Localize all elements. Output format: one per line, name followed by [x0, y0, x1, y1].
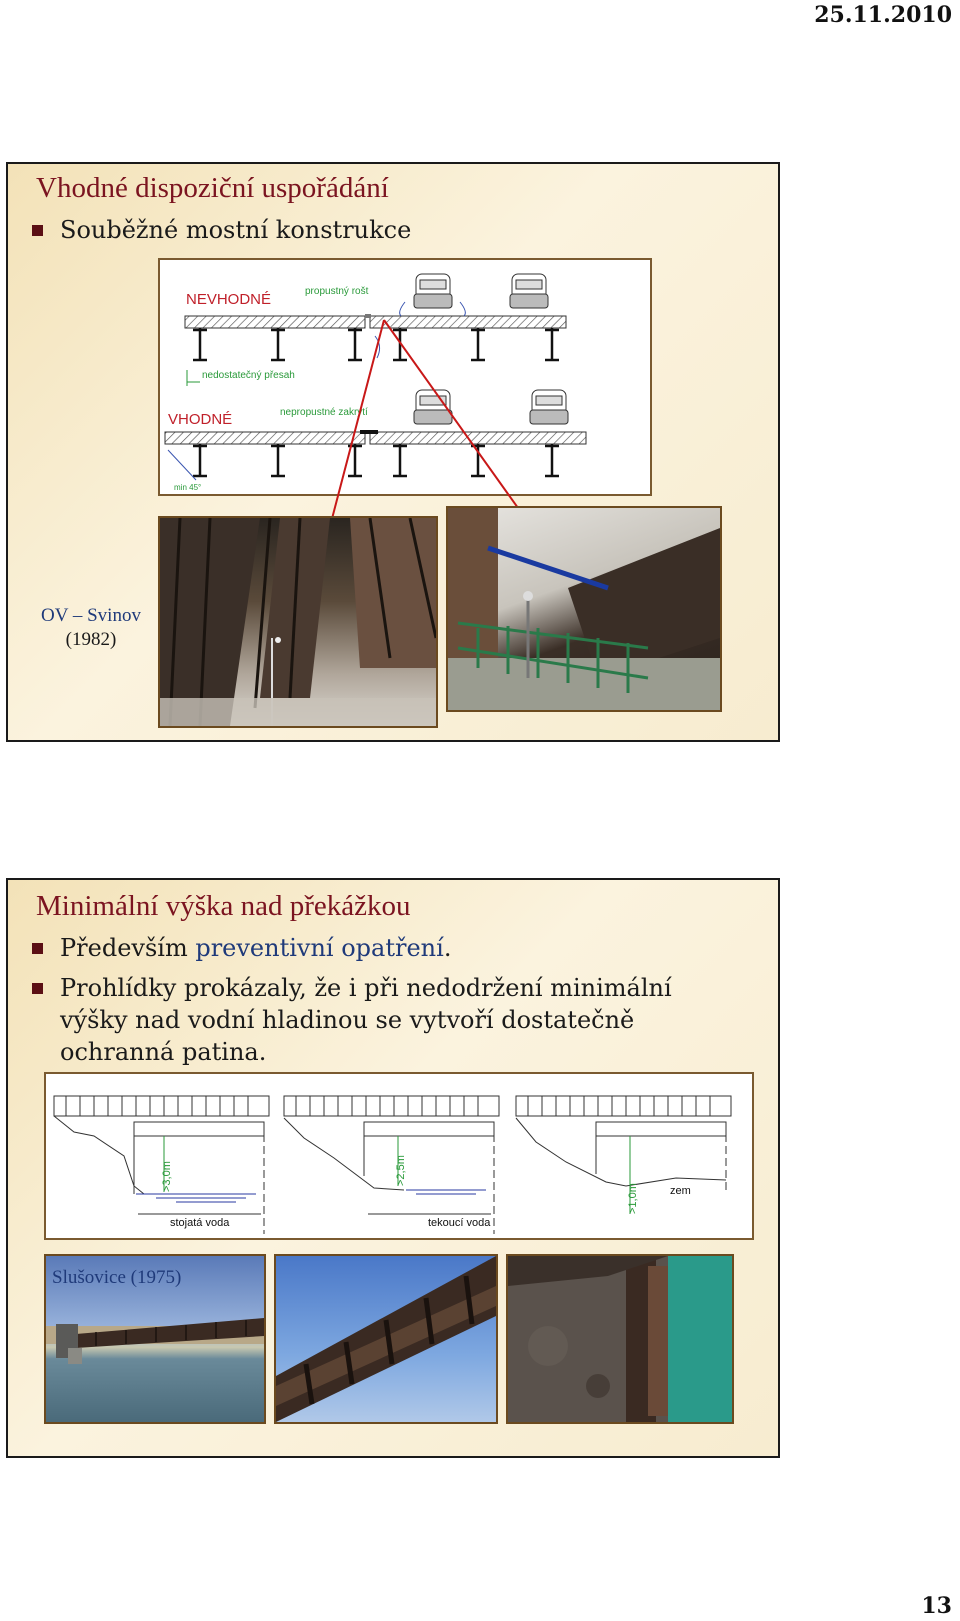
- label-nevhodne: NEVHODNÉ: [186, 291, 272, 308]
- label-min-45: min 45°: [174, 483, 202, 492]
- photo-truss-girder: [274, 1254, 498, 1424]
- height-label-3m: >3,0m: [161, 1161, 173, 1192]
- photo-caption-line2: (1982): [65, 629, 117, 650]
- slide-dispozice: [6, 162, 780, 742]
- photo-caption: Slušovice (1975): [52, 1267, 182, 1288]
- label-stojata-voda: stojatá voda: [170, 1217, 230, 1229]
- bullet-item: Prohlídky prokázaly, že i při nedodržení minimální výšky nad vodní hladinou se vytvoří dostatečně ochranná patina.: [60, 972, 740, 1068]
- slide-minimalni-vyska: [6, 878, 780, 1458]
- panel-tekouci-voda: [284, 1096, 499, 1234]
- panel-zem: [516, 1096, 731, 1214]
- panel-stojata-voda: [54, 1096, 269, 1234]
- height-label-1m: >1,0m: [627, 1183, 639, 1214]
- clearance-diagram: [44, 1072, 754, 1240]
- label-vhodne: VHODNÉ: [168, 411, 233, 428]
- page-number: 13: [921, 1593, 952, 1619]
- height-label-2-5m: >2,5m: [395, 1155, 407, 1186]
- photo-bridge-underside: [158, 516, 438, 728]
- label-nedostatecny-presah: nedostatečný přesah: [202, 370, 295, 381]
- date-stamp: 25.11.2010: [814, 2, 952, 28]
- label-tekouci-voda: tekoucí voda: [428, 1217, 491, 1229]
- bullet1-highlight: preventivní opatření: [195, 934, 444, 962]
- slide-title: Vhodné dispoziční uspořádání: [36, 172, 389, 204]
- bullet-item: Souběžné mostní konstrukce: [60, 216, 412, 244]
- photo-caption-line1: OV – Svinov: [41, 605, 141, 626]
- photo-bridge-railing: [446, 506, 722, 712]
- slide-title: Minimální výška nad překážkou: [36, 890, 411, 922]
- bullet1-end: .: [443, 934, 452, 962]
- label-zem: zem: [670, 1185, 691, 1197]
- label-nepropustne-zakryti: nepropustné zakrytí: [280, 407, 368, 418]
- photo-weathering-steel-detail: [506, 1254, 734, 1424]
- bullet1-text: Především: [60, 934, 196, 962]
- bullet-item: [60, 932, 451, 964]
- label-propustny-rost: propustný rošt: [305, 286, 369, 297]
